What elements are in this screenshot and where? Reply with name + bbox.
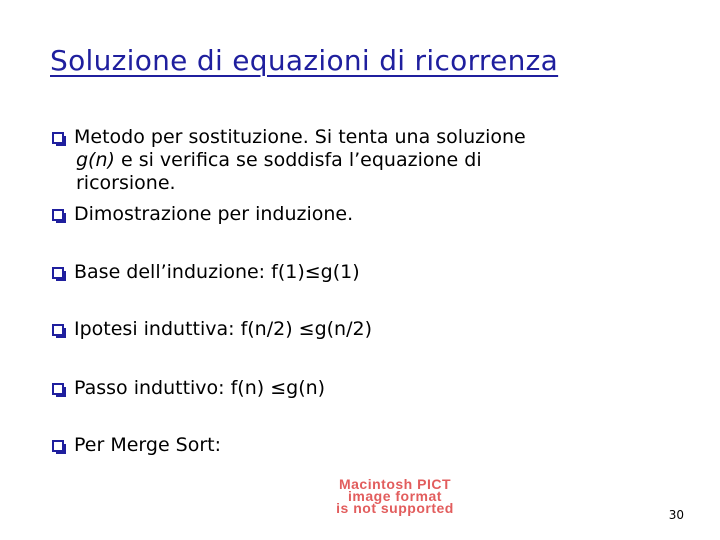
bullet-metodo-sostituzione (52, 127, 526, 148)
page-number: 30 (668, 508, 684, 522)
bullet-text: Passo induttivo: f(n) ≤g(n) (74, 377, 326, 399)
square-bullet-icon (52, 267, 64, 279)
function-g-n: g(n) (76, 149, 115, 171)
placeholder-line: image format (348, 488, 442, 504)
square-bullet-icon (52, 383, 64, 395)
bullet-text: Base dell’induzione: f(1)≤g(1) (74, 261, 360, 283)
placeholder-line: is not supported (336, 500, 454, 516)
bullet-continuation: ricorsione. (76, 172, 176, 194)
bullet-dimostrazione-induzione (52, 204, 353, 225)
square-bullet-icon (52, 324, 64, 336)
bullet-text: e si verifica se soddisfa l’equazione di (114, 149, 482, 171)
bullet-ipotesi-induttiva (52, 319, 372, 340)
bullet-continuation (76, 150, 482, 171)
placeholder-line: Macintosh PICT (338, 476, 451, 492)
bullet-text: Dimostrazione per induzione. (74, 203, 354, 225)
bullet-text: Metodo per sostituzione. Si tenta una soluzione (74, 126, 526, 148)
square-bullet-icon (52, 209, 64, 221)
bullet-base-induzione (52, 262, 360, 283)
square-bullet-icon (52, 440, 64, 452)
square-bullet-icon (52, 132, 64, 144)
slide-title: Soluzione di equazioni di ricorrenza (50, 44, 559, 77)
unsupported-image-placeholder (288, 478, 502, 514)
bullet-text: Per Merge Sort: (74, 434, 222, 456)
bullet-text: Ipotesi induttiva: f(n/2) ≤g(n/2) (74, 318, 372, 340)
bullet-merge-sort (52, 435, 221, 456)
bullet-passo-induttivo (52, 378, 325, 399)
